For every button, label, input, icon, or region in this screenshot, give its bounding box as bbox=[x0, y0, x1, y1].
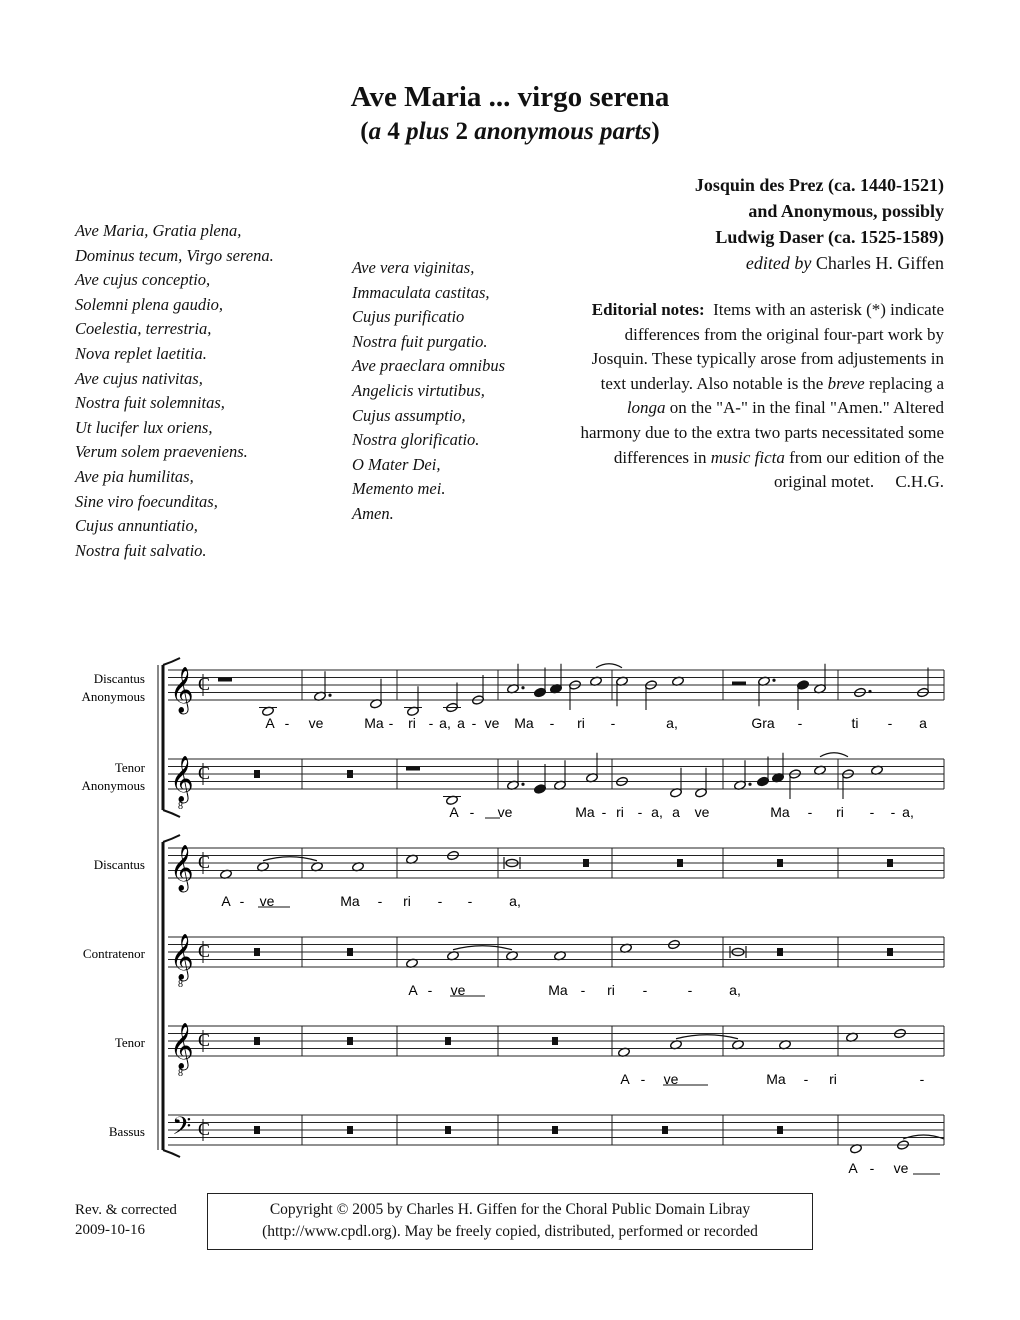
poem-line: Ut lucifer lux oriens, bbox=[75, 417, 213, 437]
lyric-syllable: - bbox=[388, 715, 394, 731]
poem-line: Angelicis virtutibus, bbox=[352, 380, 485, 400]
note bbox=[445, 1037, 451, 1045]
tie bbox=[596, 664, 622, 668]
lyric-syllable: Ma bbox=[766, 1071, 786, 1087]
lyric-syllable: a bbox=[919, 715, 927, 731]
lyric-syllable: ri bbox=[408, 715, 416, 731]
breve-rest-icon bbox=[347, 1126, 353, 1134]
note bbox=[552, 1037, 558, 1045]
lyric-syllable: A bbox=[221, 893, 231, 909]
poem-line: Cujus purificatio bbox=[352, 307, 465, 327]
lyric-syllable: ve bbox=[484, 715, 500, 731]
poem-line: Solemni plena gaudio, bbox=[75, 294, 224, 314]
lyric-syllable: a, bbox=[651, 804, 663, 820]
note bbox=[550, 664, 563, 694]
lyric-syllable: - bbox=[580, 982, 586, 998]
octave-mark: 8 bbox=[178, 979, 183, 990]
lyric-syllable: - bbox=[687, 982, 693, 998]
lyric-syllable: ri bbox=[836, 804, 844, 820]
note bbox=[695, 768, 708, 798]
part-name: Bassus bbox=[108, 1124, 145, 1139]
note bbox=[507, 760, 525, 790]
note bbox=[507, 664, 525, 694]
bass-clef-icon: 𝄢 bbox=[172, 1112, 192, 1147]
part-name: Contratenor bbox=[82, 946, 145, 961]
lyric-syllable: - bbox=[890, 804, 896, 820]
breve-rest-icon bbox=[347, 1037, 353, 1045]
note bbox=[218, 678, 232, 682]
poem-line: Ave pia humilitas, bbox=[75, 466, 194, 486]
lyric-syllable: - bbox=[642, 982, 648, 998]
breve-rest-icon bbox=[552, 1126, 558, 1134]
dot bbox=[868, 690, 871, 693]
lyric-syllable: - bbox=[869, 1160, 875, 1176]
lyric-syllable: - bbox=[377, 893, 383, 909]
lyric-syllable: ri bbox=[829, 1071, 837, 1087]
treble-clef-icon: 𝄞 bbox=[170, 1023, 194, 1069]
note bbox=[777, 948, 783, 956]
part-name: Anonymous bbox=[81, 689, 145, 704]
breve-rest-icon bbox=[347, 770, 353, 778]
note bbox=[445, 1126, 451, 1134]
breve-rest-icon bbox=[254, 1037, 260, 1045]
lyric-syllable: - bbox=[428, 715, 434, 731]
lyric-syllable: - bbox=[284, 715, 290, 731]
cut-time-icon: C bbox=[198, 1119, 211, 1139]
whole-rest-icon bbox=[406, 767, 420, 771]
dot bbox=[748, 783, 751, 786]
note bbox=[534, 764, 547, 794]
note bbox=[443, 683, 461, 713]
poem-line: Nostra fuit solemnitas, bbox=[75, 393, 225, 413]
composer-line: Josquin des Prez (ca. 1440-1521) bbox=[694, 175, 944, 195]
note bbox=[842, 769, 855, 799]
lyric-syllable: a, bbox=[439, 715, 451, 731]
lyric-syllable: - bbox=[427, 982, 433, 998]
note bbox=[616, 676, 629, 706]
poem-line: Ave Maria, Gratia plena, bbox=[75, 221, 242, 240]
half-rest-icon bbox=[732, 682, 746, 686]
lyric-syllable: a, bbox=[729, 982, 741, 998]
cut-time-icon: C bbox=[198, 674, 211, 694]
note bbox=[732, 682, 746, 686]
note bbox=[777, 1126, 783, 1134]
treble-clef-icon: 𝄞 bbox=[170, 934, 194, 980]
lyric-syllable: - bbox=[469, 804, 475, 820]
poem-line: Memento mei. bbox=[352, 479, 446, 499]
breve-rest-icon bbox=[677, 859, 683, 867]
bracket-hook bbox=[163, 658, 180, 665]
note bbox=[917, 668, 930, 698]
lyric-syllable: Ma bbox=[548, 982, 568, 998]
octave-mark: 8 bbox=[178, 801, 183, 812]
dot bbox=[521, 783, 524, 786]
breve-rest-icon bbox=[583, 859, 589, 867]
cut-time-icon: C bbox=[198, 852, 211, 872]
lyric-syllable: a, bbox=[509, 893, 521, 909]
lyric-syllable: ve bbox=[893, 1160, 909, 1176]
lyric-syllable: ve bbox=[694, 804, 710, 820]
note bbox=[645, 680, 658, 710]
note bbox=[797, 680, 810, 710]
revision-note: Rev. & corrected 2009-10-16 bbox=[75, 1202, 177, 1238]
note bbox=[254, 1126, 260, 1134]
lyric-syllable: - bbox=[601, 804, 607, 820]
page-subtitle: (a 4 plus 2 anonymous parts) bbox=[360, 118, 660, 145]
lyric-syllable: Ma bbox=[364, 715, 384, 731]
poem-line: Sine viro foecunditas, bbox=[75, 491, 218, 511]
lyric-syllable: - bbox=[640, 1071, 646, 1087]
lyric-syllable: - bbox=[239, 893, 245, 909]
lyric-syllable: ve bbox=[259, 893, 275, 909]
lyric-syllable: ve bbox=[663, 1071, 679, 1087]
treble-clef-icon: 𝄞 bbox=[170, 845, 194, 891]
poem-line: Coelestia, terrestria, bbox=[75, 319, 212, 339]
breve-rest-icon bbox=[347, 948, 353, 956]
staff-4 bbox=[83, 934, 944, 998]
breve-rest-icon bbox=[445, 1126, 451, 1134]
poem-line: Ave cujus nativitas, bbox=[75, 368, 203, 388]
note bbox=[677, 859, 683, 867]
breve-rest-icon bbox=[777, 1126, 783, 1134]
poem-line: Ave cujus conceptio, bbox=[75, 270, 211, 290]
note bbox=[347, 1037, 353, 1045]
staff-6 bbox=[109, 1112, 944, 1176]
poem-line: Nova replet laetitia. bbox=[75, 343, 207, 363]
poem-line: Immaculata castitas, bbox=[352, 282, 490, 302]
lyric-syllable: a bbox=[672, 804, 680, 820]
staff-5 bbox=[115, 1023, 944, 1087]
note bbox=[583, 859, 589, 867]
note bbox=[662, 1126, 668, 1134]
cut-time-icon: C bbox=[198, 941, 211, 961]
lyric-syllable: a, bbox=[666, 715, 678, 731]
note bbox=[370, 679, 383, 709]
note bbox=[347, 770, 353, 778]
note bbox=[254, 948, 260, 956]
note bbox=[758, 676, 776, 706]
breve-rest-icon bbox=[254, 770, 260, 778]
breve-rest-icon bbox=[254, 1126, 260, 1134]
lyric-syllable: - bbox=[437, 893, 443, 909]
lyric-syllable: ve bbox=[308, 715, 324, 731]
dot bbox=[772, 679, 775, 682]
breve-rest-icon bbox=[662, 1126, 668, 1134]
part-name: Anonymous bbox=[81, 778, 145, 793]
editor-line: edited by Charles H. Giffen bbox=[745, 253, 944, 273]
note bbox=[406, 767, 420, 771]
cut-time-icon: C bbox=[198, 1030, 211, 1050]
lyric-syllable: - bbox=[549, 715, 555, 731]
editorial-notes: Editorial notes: Items with an asterisk (*) indicate differences from the original four-part work by Josquin. These typically arose from adjustements in text underlay. Also notable is the breve replacing a longa on the "A-" in the final "Amen." Altered harmony due to the extra two parts necessitated some differences in music ficta from our edition of the original motet. C.H.G. bbox=[580, 300, 944, 492]
lyric-syllable: ri bbox=[403, 893, 411, 909]
note bbox=[814, 664, 827, 694]
breve-rest-icon bbox=[887, 859, 893, 867]
poem-line: O Mater Dei, bbox=[352, 454, 441, 474]
poem-line: Amen. bbox=[352, 503, 394, 523]
breve-rest-icon bbox=[254, 948, 260, 956]
lyric-syllable: A bbox=[620, 1071, 630, 1087]
poem-line: Ave vera viginitas, bbox=[352, 258, 475, 277]
lyric-syllable: a, bbox=[902, 804, 914, 820]
note bbox=[734, 760, 752, 790]
copyright-box: Copyright © 2005 by Charles H. Giffen for the Choral Public Domain Libray (http://www.cpdl.org). May be freely copied, distributed, performed or recorded bbox=[207, 1193, 813, 1250]
lyric-syllable: ve bbox=[450, 982, 466, 998]
staff-1 bbox=[81, 667, 944, 731]
note bbox=[552, 1126, 558, 1134]
note bbox=[670, 768, 683, 798]
bracket-hook bbox=[163, 835, 180, 842]
note bbox=[887, 948, 893, 956]
lyric-syllable: - bbox=[887, 715, 893, 731]
lyric-syllable: A bbox=[449, 804, 459, 820]
lyric-syllable: - bbox=[807, 804, 813, 820]
treble-clef-icon: 𝄞 bbox=[170, 667, 194, 713]
poem-line: Nostra glorificatio. bbox=[352, 430, 480, 450]
note bbox=[254, 770, 260, 778]
lyric-syllable: - bbox=[610, 715, 616, 731]
note bbox=[887, 859, 893, 867]
breve-rest-icon bbox=[777, 859, 783, 867]
dot bbox=[328, 694, 331, 697]
poem-line: Verum solem praeveniens. bbox=[75, 442, 248, 462]
treble-clef-icon: 𝄞 bbox=[170, 756, 194, 802]
poem-line: Ave praeclara omnibus bbox=[352, 356, 506, 376]
lyric-syllable: ve bbox=[497, 804, 513, 820]
dot bbox=[521, 686, 524, 689]
lyric-syllable: - bbox=[869, 804, 875, 820]
note bbox=[347, 948, 353, 956]
part-name: Discantus bbox=[93, 857, 145, 872]
bracket-hook bbox=[163, 1150, 180, 1157]
lyric-syllable: Ma bbox=[575, 804, 595, 820]
composer-line: and Anonymous, possibly bbox=[748, 201, 944, 221]
lyric-syllable: ri bbox=[616, 804, 624, 820]
lyric-syllable: - bbox=[797, 715, 803, 731]
lyric-syllable: - bbox=[467, 893, 473, 909]
lyric-syllable: A bbox=[408, 982, 418, 998]
poem-line: Nostra fuit salvatio. bbox=[75, 540, 207, 560]
tie bbox=[820, 753, 848, 757]
note bbox=[347, 1126, 353, 1134]
note bbox=[569, 680, 582, 710]
lyric-syllable: - bbox=[637, 804, 643, 820]
lyric-syllable: Gra bbox=[751, 715, 775, 731]
lyric-syllable: A bbox=[265, 715, 275, 731]
tie bbox=[263, 857, 317, 861]
lyric-syllable: Ma bbox=[340, 893, 360, 909]
tie bbox=[676, 1035, 738, 1039]
lyric-syllable: a bbox=[457, 715, 465, 731]
tie bbox=[453, 946, 512, 950]
poem-line: Cujus annuntiatio, bbox=[75, 516, 198, 536]
octave-mark: 8 bbox=[178, 1068, 183, 1079]
note bbox=[404, 686, 422, 716]
note bbox=[314, 671, 332, 701]
breve-rest-icon bbox=[777, 948, 783, 956]
lyric-syllable: ti bbox=[851, 715, 859, 731]
staff-2 bbox=[81, 756, 944, 820]
note bbox=[789, 769, 802, 799]
breve-rest-icon bbox=[552, 1037, 558, 1045]
part-name: Discantus bbox=[93, 671, 145, 686]
poem-line: Dominus tecum, Virgo serena. bbox=[75, 245, 274, 265]
breve-rest-icon bbox=[445, 1037, 451, 1045]
note bbox=[534, 668, 547, 698]
note bbox=[554, 760, 567, 790]
lyric-syllable: - bbox=[471, 715, 477, 731]
note bbox=[586, 753, 599, 783]
lyric-syllable: ri bbox=[607, 982, 615, 998]
lyric-syllable: ri bbox=[577, 715, 585, 731]
lyric-syllable: - bbox=[803, 1071, 809, 1087]
poem-line: Cujus assumptio, bbox=[352, 405, 466, 425]
note bbox=[472, 675, 485, 705]
breve-rest-icon bbox=[887, 948, 893, 956]
part-name: Tenor bbox=[114, 1035, 145, 1050]
part-name: Tenor bbox=[114, 760, 145, 775]
cut-time-icon: C bbox=[198, 763, 211, 783]
whole-rest-icon bbox=[218, 678, 232, 682]
note bbox=[254, 1037, 260, 1045]
lyric-syllable: - bbox=[919, 1071, 925, 1087]
note bbox=[757, 757, 770, 787]
lyric-syllable: Ma bbox=[770, 804, 790, 820]
note bbox=[772, 753, 785, 783]
lyric-syllable: Ma bbox=[514, 715, 534, 731]
page-title: Ave Maria ... virgo serena bbox=[350, 81, 670, 113]
note bbox=[777, 859, 783, 867]
poem-line: Nostra fuit purgatio. bbox=[352, 331, 488, 351]
lyric-syllable: A bbox=[848, 1160, 858, 1176]
composer-line: Ludwig Daser (ca. 1525-1589) bbox=[715, 227, 944, 247]
